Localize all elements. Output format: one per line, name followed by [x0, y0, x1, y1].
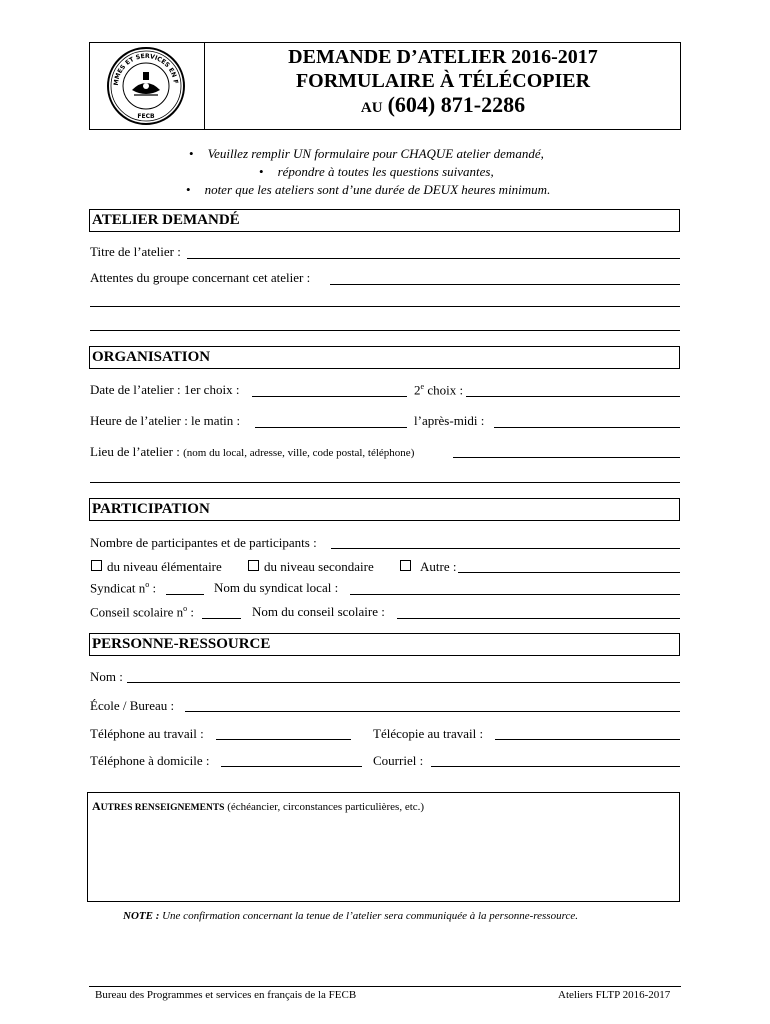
- syndicat-nom-field[interactable]: [350, 594, 680, 595]
- note: NOTE : Une confirmation concernant la tenue de l’atelier sera communiquée à la personne-ressource.: [123, 910, 578, 922]
- tel-domicile-label: Téléphone à domicile :: [90, 753, 210, 768]
- ecole-label: École / Bureau :: [90, 698, 175, 713]
- heure-matin-field[interactable]: [255, 427, 407, 428]
- fax-number: (604) 871-2286: [387, 92, 526, 117]
- date-label: Date de l’atelier : 1er choix :: [90, 382, 240, 397]
- attentes-field[interactable]: [330, 284, 680, 285]
- telecopie-field[interactable]: [495, 739, 680, 740]
- fecb-seal-logo: [106, 46, 186, 126]
- section-personne-heading: PERSONNE-RESSOURCE: [89, 633, 680, 656]
- tel-travail-field[interactable]: [216, 739, 351, 740]
- section-atelier-heading: ATELIER DEMANDÉ: [89, 209, 680, 232]
- seal-text-top: MMES ET SERVICES EN F: [112, 52, 179, 86]
- page-title: [205, 45, 681, 120]
- elementaire-checkbox[interactable]: [91, 560, 102, 571]
- apresmidi-label: l’après-midi :: [414, 413, 485, 428]
- nombre-field[interactable]: [331, 548, 680, 549]
- secondaire-checkbox[interactable]: [248, 560, 259, 571]
- date-choix2-field[interactable]: [466, 396, 680, 397]
- conseil-no-label: Conseil scolaire $n^o$ :: [90, 604, 195, 620]
- title-prefix: AU: [360, 100, 383, 116]
- titre-field[interactable]: [187, 258, 680, 259]
- choix2-label: 2e choix :: [414, 382, 464, 398]
- autre-option[interactable]: Autre :: [400, 559, 456, 575]
- courriel-label: Courriel :: [373, 753, 424, 768]
- heure-label: Heure de l’atelier : le matin :: [90, 413, 241, 428]
- attentes-field-line-3[interactable]: [90, 330, 680, 331]
- tel-domicile-field[interactable]: [221, 766, 362, 767]
- lieu-hint: (nom du local, adresse, ville, code postal, téléphone): [183, 447, 415, 459]
- autres-hint: (échéancier, circonstances particulières, etc.): [227, 801, 425, 813]
- lieu-field-line-2[interactable]: [90, 482, 680, 483]
- instruction-3: • noter que les ateliers sont d’une durée de DEUX heures minimum.: [186, 182, 551, 197]
- conseil-no-field[interactable]: [202, 618, 241, 619]
- titre-label: Titre de l’atelier :: [90, 244, 181, 259]
- heure-apresmidi-field[interactable]: [494, 427, 680, 428]
- title-line-3: [205, 93, 681, 120]
- lieu-label: Lieu de l’atelier : (nom du local, adresse, ville, code postal, téléphone): [90, 444, 415, 459]
- footer-rule: [89, 986, 681, 987]
- elementaire-option[interactable]: du niveau élémentaire: [91, 559, 222, 575]
- autre-field[interactable]: [458, 572, 680, 573]
- lieu-field[interactable]: [453, 457, 680, 458]
- autre-checkbox[interactable]: [400, 560, 411, 571]
- syndicat-nom-label: Nom du syndicat local :: [214, 580, 339, 595]
- title-line-2: FORMULAIRE À TÉLÉCOPIER: [295, 70, 591, 92]
- syndicat-no-field[interactable]: [166, 594, 204, 595]
- nom-label: Nom :: [90, 669, 123, 684]
- syndicat-no-label: Syndicat $n^o$ :: [90, 580, 157, 596]
- conseil-nom-field[interactable]: [397, 618, 680, 619]
- ecole-field[interactable]: [185, 711, 680, 712]
- nombre-label: Nombre de participantes et de participants :: [90, 535, 317, 550]
- footer-right: Ateliers FLTP 2016-2017: [558, 989, 671, 1001]
- conseil-nom-label: Nom du conseil scolaire :: [252, 604, 385, 619]
- date-choix1-field[interactable]: [252, 396, 407, 397]
- section-organisation-heading: ORGANISATION: [89, 346, 680, 369]
- secondaire-option[interactable]: du niveau secondaire: [248, 559, 374, 575]
- autres-heading: AUTRES RENSEIGNEMENTS (échéancier, circonstances particulières, etc.): [92, 799, 425, 813]
- instruction-2: • répondre à toutes les questions suivantes,: [259, 164, 494, 179]
- title-line-1: DEMANDE D’ATELIER 2016-2017: [288, 46, 598, 68]
- section-participation-heading: PARTICIPATION: [89, 498, 680, 521]
- instruction-1: • Veuillez remplir UN formulaire pour CHAQUE atelier demandé,: [189, 146, 544, 161]
- attentes-label: Attentes du groupe concernant cet atelier :: [90, 270, 311, 285]
- courriel-field[interactable]: [431, 766, 680, 767]
- nom-field[interactable]: [127, 682, 680, 683]
- footer-left: Bureau des Programmes et services en français de la FECB: [95, 989, 357, 1001]
- tel-travail-label: Téléphone au travail :: [90, 726, 204, 741]
- seal-text-bottom: FECB: [137, 113, 155, 120]
- telecopie-label: Télécopie au travail :: [373, 726, 484, 741]
- attentes-field-line-2[interactable]: [90, 306, 680, 307]
